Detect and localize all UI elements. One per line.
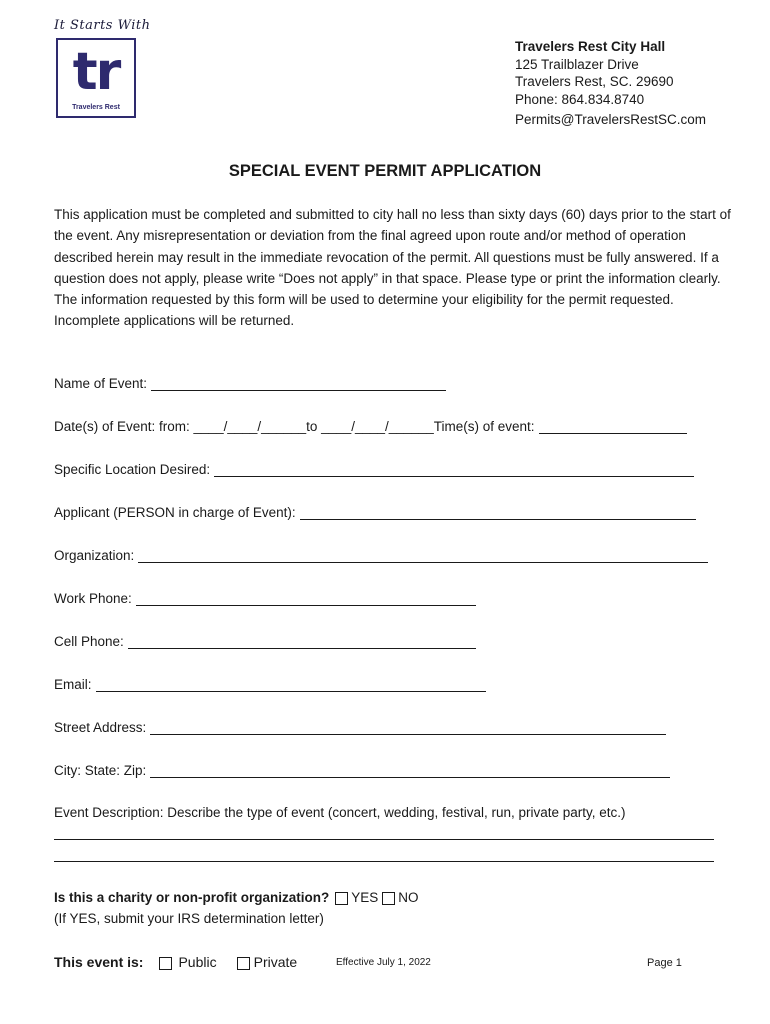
field-location xyxy=(54,462,694,477)
event-description-line-1[interactable] xyxy=(54,839,714,840)
field-cell-phone xyxy=(54,634,476,649)
field-label: Date(s) of Event: from: ____/____/______to ____/____/______Time(s) of event: xyxy=(54,419,535,434)
work-phone-input[interactable] xyxy=(136,591,476,606)
field-name-of-event xyxy=(54,376,446,391)
intro-paragraph-1: This application must be completed and submitted to city hall no less than sixty days (60) days prior to the start of the event. Any misrepresentation or deviation from the final agreed upon route and/or method of operation described herein may result in the immediate revocation of the permit. All questions must be fully answered. If a question does not apply, please write “Does not apply” in that space. Please type or print the information clearly. xyxy=(54,207,731,286)
intro-paragraph-2: The information requested by this form will be used to determine your eligibility for the permit requested. Incomplete applications will be returned. xyxy=(54,292,674,329)
city-logo xyxy=(56,38,136,118)
street: 125 Trailblazer Drive xyxy=(515,56,639,72)
field-street-address xyxy=(54,720,666,735)
field-dates xyxy=(54,419,687,434)
charity-no-checkbox[interactable] xyxy=(382,892,395,905)
charity-question-row xyxy=(54,890,419,905)
applicant-input[interactable] xyxy=(300,505,696,520)
field-label: City: State: Zip: xyxy=(54,763,147,778)
phone: Phone: 864.834.8740 xyxy=(515,91,645,107)
field-applicant xyxy=(54,505,696,520)
public-label: Public xyxy=(178,954,217,970)
private-checkbox[interactable] xyxy=(237,957,250,970)
field-label: Cell Phone: xyxy=(54,634,124,649)
field-work-phone xyxy=(54,591,476,606)
page-number: Page 1 xyxy=(647,957,682,969)
field-organization xyxy=(54,548,708,563)
charity-yes-checkbox[interactable] xyxy=(335,892,348,905)
field-label: Event Description: Describe the type of event (concert, wedding, festival, run, private party, etc.) xyxy=(54,805,626,820)
field-label: Work Phone: xyxy=(54,591,132,606)
public-checkbox[interactable] xyxy=(159,957,172,970)
field-label: Street Address: xyxy=(54,720,147,735)
email-link[interactable]: Permits@TravelersRestSC.com xyxy=(515,112,706,127)
logo-name: Travelers Rest xyxy=(72,104,120,111)
intro-text xyxy=(54,204,734,332)
charity-note-row xyxy=(54,911,324,926)
city-state-zip-input[interactable] xyxy=(150,763,670,778)
field-event-description xyxy=(54,805,626,820)
effective-date: Effective July 1, 2022 xyxy=(336,957,431,968)
street-address-input[interactable] xyxy=(150,720,666,735)
field-label: Email: xyxy=(54,677,92,692)
field-email xyxy=(54,677,486,692)
event-type-row xyxy=(54,954,297,970)
charity-yes-label: YES xyxy=(351,890,379,905)
charity-question: Is this a charity or non-profit organization? xyxy=(54,890,330,905)
logo-mark: tr xyxy=(72,42,120,102)
field-city-state-zip xyxy=(54,763,670,778)
field-label: Specific Location Desired: xyxy=(54,462,211,477)
city: Travelers Rest, SC. 29690 xyxy=(515,74,674,89)
cell-phone-input[interactable] xyxy=(128,634,476,649)
event-description-line-2[interactable] xyxy=(54,861,714,862)
name-of-event-input[interactable] xyxy=(151,376,446,391)
org-name: Travelers Rest City Hall xyxy=(515,39,666,54)
charity-note: (If YES, submit your IRS determination letter) xyxy=(54,911,324,926)
time-of-event-input[interactable] xyxy=(539,419,687,434)
field-label: Applicant (PERSON in charge of Event): xyxy=(54,505,296,520)
charity-no-label: NO xyxy=(398,890,419,905)
email-input[interactable] xyxy=(96,677,486,692)
organization-input[interactable] xyxy=(138,548,708,563)
field-label: Name of Event: xyxy=(54,376,148,391)
event-type-label: This event is: xyxy=(54,954,144,970)
page-title: SPECIAL EVENT PERMIT APPLICATION xyxy=(228,162,542,180)
private-label: Private xyxy=(253,954,298,970)
location-input[interactable] xyxy=(214,462,694,477)
tagline: It Starts With xyxy=(54,18,151,33)
address-block xyxy=(515,38,706,129)
field-label: Organization: xyxy=(54,548,135,563)
